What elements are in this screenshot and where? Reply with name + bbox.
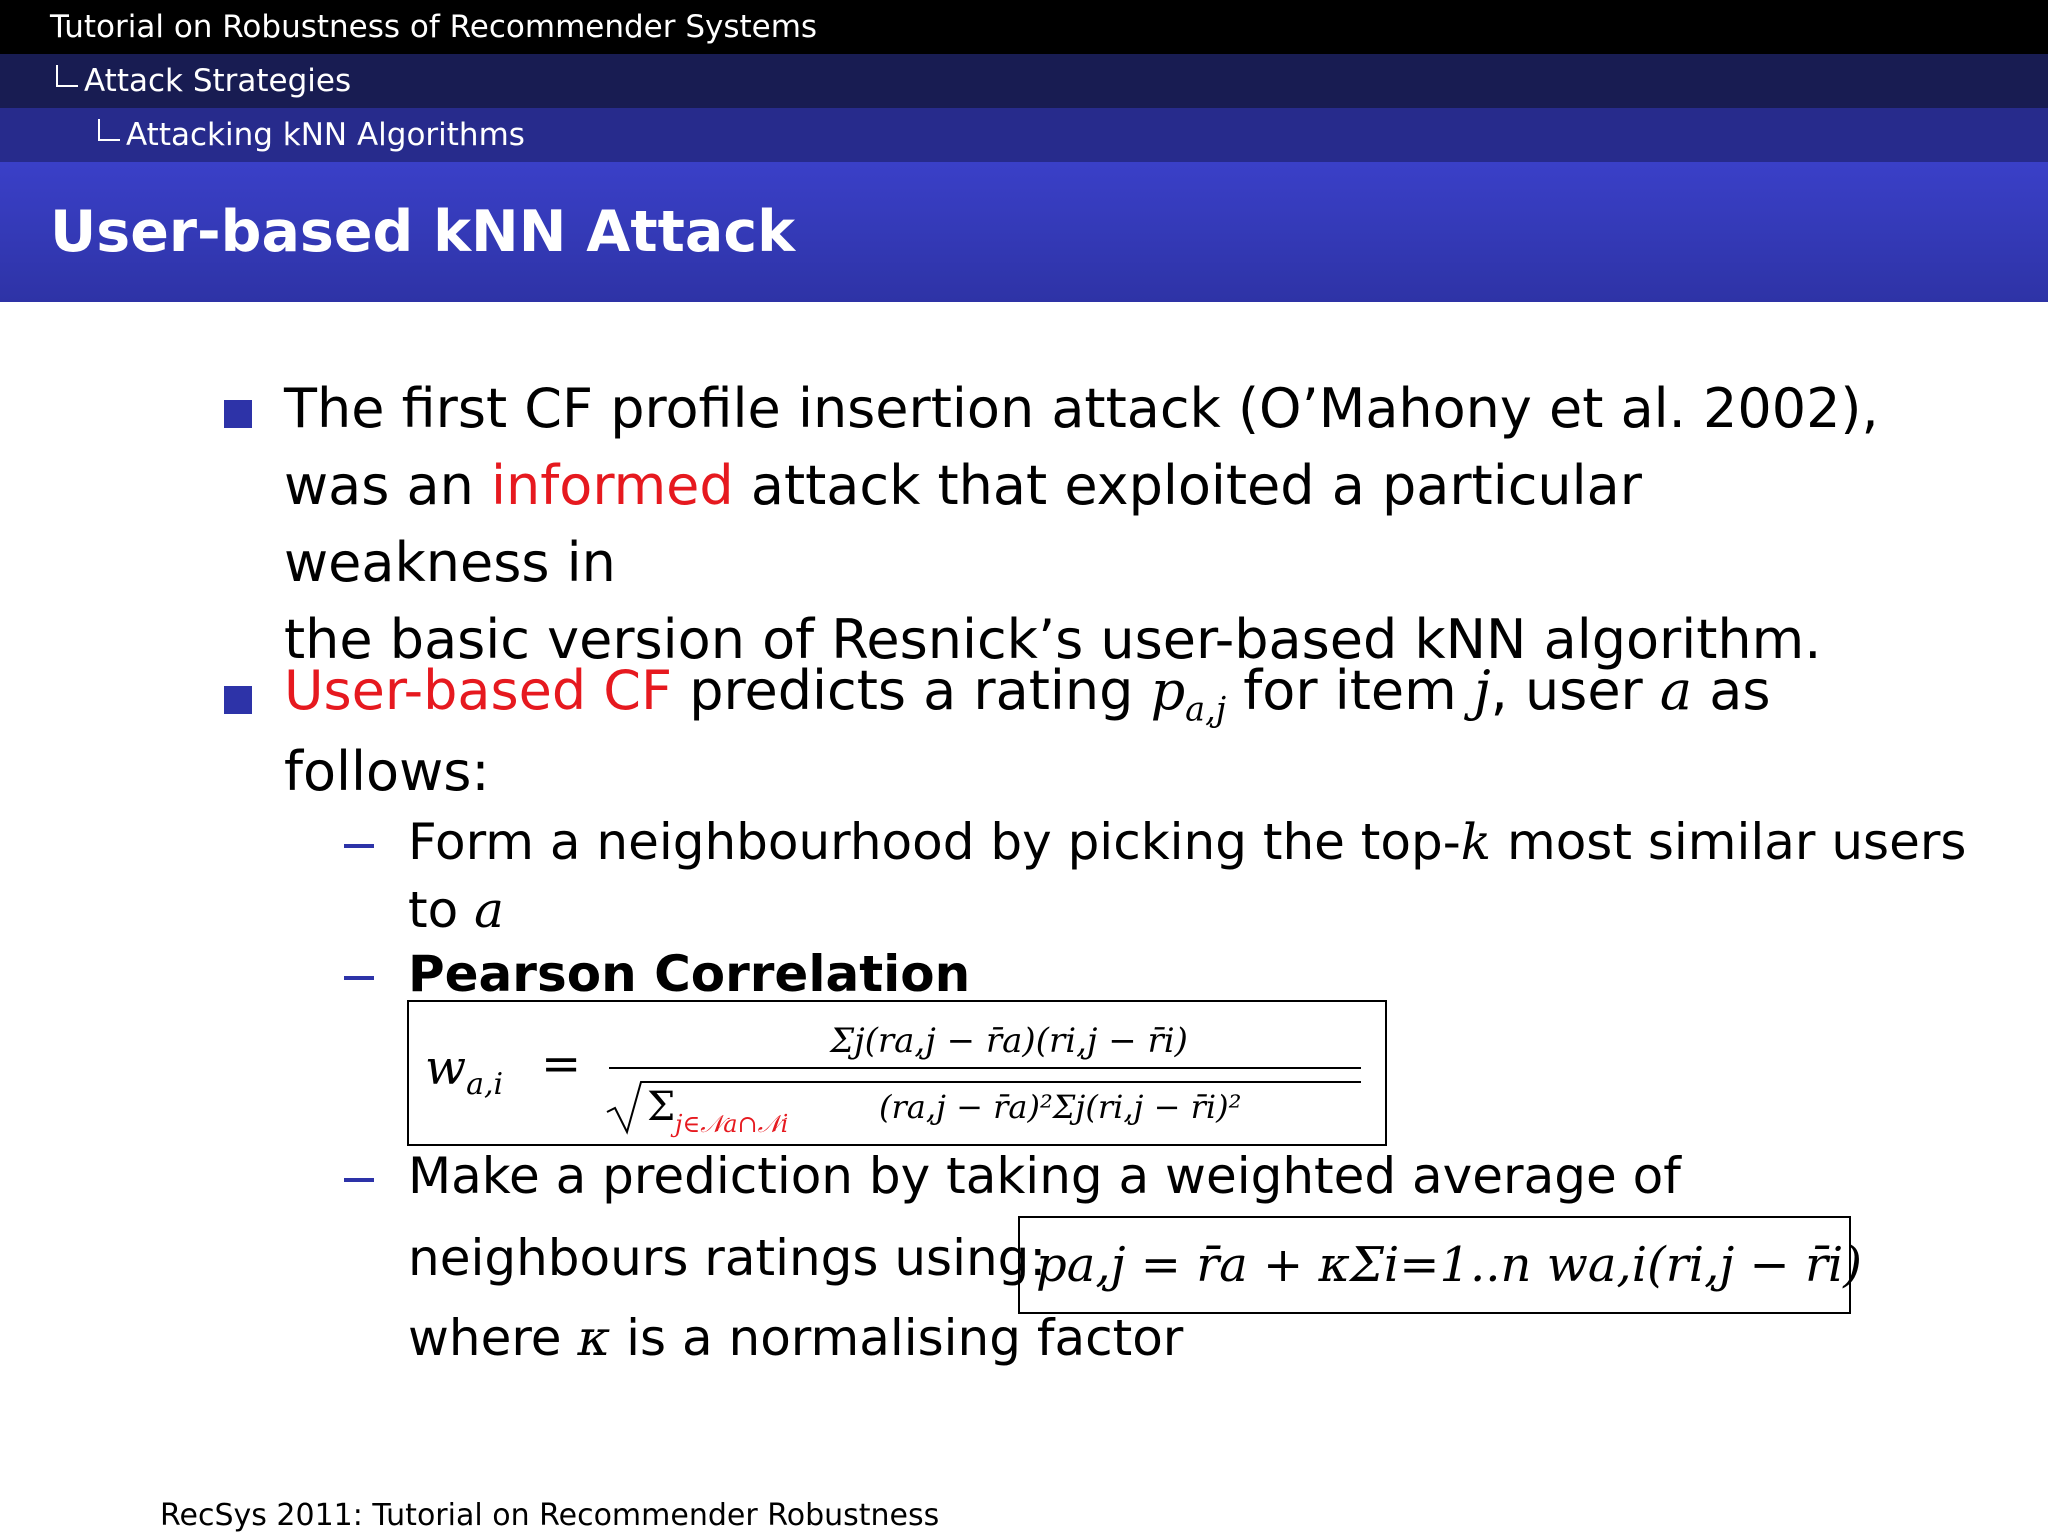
dash-bullet-icon	[344, 976, 374, 980]
var-a: a	[1659, 659, 1693, 722]
var-j: j	[1473, 659, 1491, 722]
dash-bullet-icon	[344, 844, 374, 848]
slide-title-bar	[0, 162, 2048, 302]
var-p: p	[1150, 659, 1186, 722]
sigma-icon: Σ	[647, 1084, 676, 1130]
bullet-1-line-2	[284, 447, 1914, 601]
header-section	[0, 54, 2048, 108]
text: predicts a rating	[672, 659, 1151, 722]
subsection-title: Attacking kNN Algorithms	[126, 117, 525, 153]
header-subsection	[0, 108, 2048, 162]
presentation-title: Tutorial on Robustness of Recommender Systems	[50, 9, 818, 45]
pearson-formula-box	[407, 1000, 1387, 1146]
bullet-square-icon	[224, 400, 252, 428]
text: was an	[284, 454, 492, 517]
formula-equals: =	[541, 1036, 582, 1092]
tree-corner-icon	[56, 65, 78, 87]
user-based-cf-highlight: User-based CF	[284, 659, 673, 722]
bullet-square-icon	[224, 686, 252, 714]
pearson-formula	[409, 1002, 1385, 1144]
bullet-2-line-1	[284, 660, 1914, 741]
sub-bullet-1-line-1	[408, 810, 1967, 874]
text: , user	[1490, 659, 1660, 722]
text: Form a neighbourhood by picking the top-	[408, 813, 1461, 871]
sub-bullet-1-line-2	[408, 878, 1908, 942]
bullet-2	[284, 660, 1914, 803]
slide-body	[0, 300, 2048, 1450]
text: as	[1692, 659, 1771, 722]
bullet-1	[284, 370, 1914, 678]
sum-index-red: j∈𝒩a∩𝒩i	[675, 1110, 789, 1138]
formula-numerator: Σj(ra,j − r̄a)(ri,j − r̄i)	[830, 1021, 1188, 1061]
var-a: a	[474, 881, 504, 939]
var-p-subscript: a,j	[1185, 689, 1227, 729]
pearson-correlation-label: Pearson Correlation	[408, 945, 971, 1003]
tree-corner-icon	[98, 119, 120, 141]
bullet-1-line-3: the basic version of Resnick’s user-based kNN algorithm.	[284, 608, 1822, 671]
informed-highlight: informed	[491, 454, 734, 517]
bullet-2-line-2: follows:	[284, 739, 490, 803]
sub-bullet-3-line-1: Make a prediction by taking a weighted average of	[408, 1147, 1681, 1205]
section-title: Attack Strategies	[84, 63, 352, 99]
slide-title: User-based kNN Attack	[50, 199, 796, 265]
formula-lhs: $w_{a,i}$	[425, 1040, 504, 1102]
var-kappa: κ	[577, 1309, 611, 1367]
text: to	[408, 881, 475, 939]
header-presentation-title	[0, 0, 2048, 54]
text: where	[408, 1309, 578, 1367]
formula-denominator: (ra,j − r̄a)²Σj(ri,j − r̄i)²	[879, 1088, 1242, 1126]
text: for item	[1226, 659, 1474, 722]
dash-bullet-icon	[344, 1178, 374, 1182]
footer-text: RecSys 2011: Tutorial on Recommender Robustness	[160, 1498, 940, 1533]
text: most similar users	[1491, 813, 1967, 871]
var-k: k	[1460, 813, 1492, 871]
sub-bullet-3-line-3	[408, 1306, 1908, 1370]
bullet-1-line-1: The first CF profile insertion attack (O’Mahony et al. 2002),	[284, 377, 1879, 440]
sub-bullet-3-line-2: neighbours ratings using:	[408, 1229, 1047, 1287]
text: attack that exploited a particular weakness in	[284, 454, 1642, 594]
text: is a normalising factor	[610, 1309, 1184, 1367]
prediction-formula-box: pa,j = r̄a + κΣi=1..n wa,i(ri,j − r̄i)	[1018, 1216, 1851, 1314]
